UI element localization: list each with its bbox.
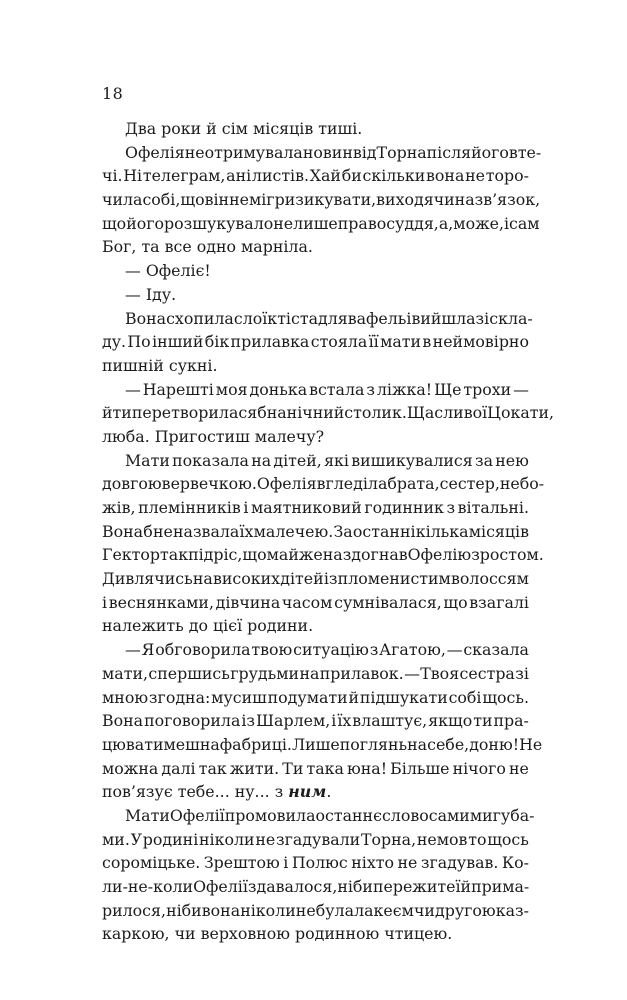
text-line: — Офеліє! [125, 261, 211, 281]
text-line: жів, племінників і маятниковий годинник з вітальні. [102, 498, 529, 517]
text-line: й ти перетворилася б на нічний столик. Щасливої Цокати, [102, 403, 555, 423]
paragraph [102, 378, 555, 449]
text-line: що його розшукувало не лише правосуддя, а, може, і сам [102, 213, 540, 233]
text-line: пишній сукні. [102, 355, 218, 375]
paragraph [102, 141, 542, 259]
text-line: Гектор так підріс, що майже наздогнав Офелію зростом. [102, 545, 544, 565]
text-line: мною згодна: мусиш подумати й підшукати собі щось. [102, 687, 529, 707]
text-line: можна далі так жити. Ти така юна! Більше нічого не [102, 758, 529, 778]
text-line: — Нарешті моя донька встала з ліжка! Ще трохи — [125, 379, 529, 399]
text-line: пов’язує тебе... ну... з ним . [102, 780, 529, 804]
emphasized-word: ним [288, 782, 327, 802]
text-line: ду. По інший бік прилавка стояла її мати в неймовірно [102, 332, 529, 352]
text-line: належить до цієї родини. [102, 616, 314, 636]
paragraph [102, 638, 543, 804]
text-line: Мати Офелії промовила останнє слово самими губа- [125, 805, 535, 825]
text-line: довгою вервечкою. Офелія вгледіла брата, сестер, небо- [102, 474, 545, 494]
text-line: ли-не-коли Офелії здавалося, ніби пережите їй прима- [102, 877, 530, 896]
page-number: 18 [102, 84, 124, 103]
paragraph [102, 449, 545, 639]
body-text [102, 117, 555, 946]
paragraph [102, 283, 529, 307]
text-line: Офелія не отримувала новин від Торна після його вте- [125, 142, 542, 162]
text-line: люба. Пригостиш малечу? [102, 426, 325, 446]
text-line: сороміцьке. Зрештою і Полюс ніхто не згадував. Ко- [102, 853, 529, 873]
text-line: — Я обговорила твою ситуацію з Агатою, — сказала [125, 640, 529, 660]
text-line: чі. Ні телеграм, ані листів. Хай би скільки вона не торо- [102, 166, 529, 186]
text-line: мати, спершись грудьми на прилавок. — Твоя сестра зі [102, 663, 529, 683]
text-line: — Іду. [125, 284, 177, 304]
text-line: каркою, чи верховною родинною чтицею. [102, 924, 453, 944]
text-line: Вона поговорила із Шарлем, і їх влаштує, якщо ти пра- [102, 711, 529, 731]
paragraph [102, 307, 533, 378]
text-line: Бог, та все одно марніла. [102, 237, 313, 257]
text-line: і веснянками, дівчина часом сумнівалася, що взагалі [102, 592, 529, 612]
text-line: ми. У родині ніколи не згадували Торна, немов то щось [102, 829, 529, 849]
paragraph [102, 259, 529, 283]
paragraph [102, 117, 529, 141]
text-line: Два роки й сім місяців тиші. [125, 119, 363, 138]
text-line: чила собі, що він не міг ризикувати, виходячи на зв’язок, [102, 190, 541, 210]
text-line: рилося, ніби вона ніколи не була лакеєм чи другою каз- [102, 900, 529, 920]
text-line: Вона б не назвала їх малечею. За останні кілька місяців [102, 521, 529, 541]
text-line: Мати показала на дітей, які вишикувалися за нею [125, 450, 529, 470]
paragraph [102, 804, 535, 946]
text-line: Вона схопила слоїк тіста для вафель і вийшла зі скла- [125, 308, 533, 328]
text-line: Дивлячись на високих дітей із пломенистим волоссям [102, 569, 529, 589]
text-line: цюватимеш на фабриці. Лише поглянь на себе, доню! Не [102, 734, 543, 754]
